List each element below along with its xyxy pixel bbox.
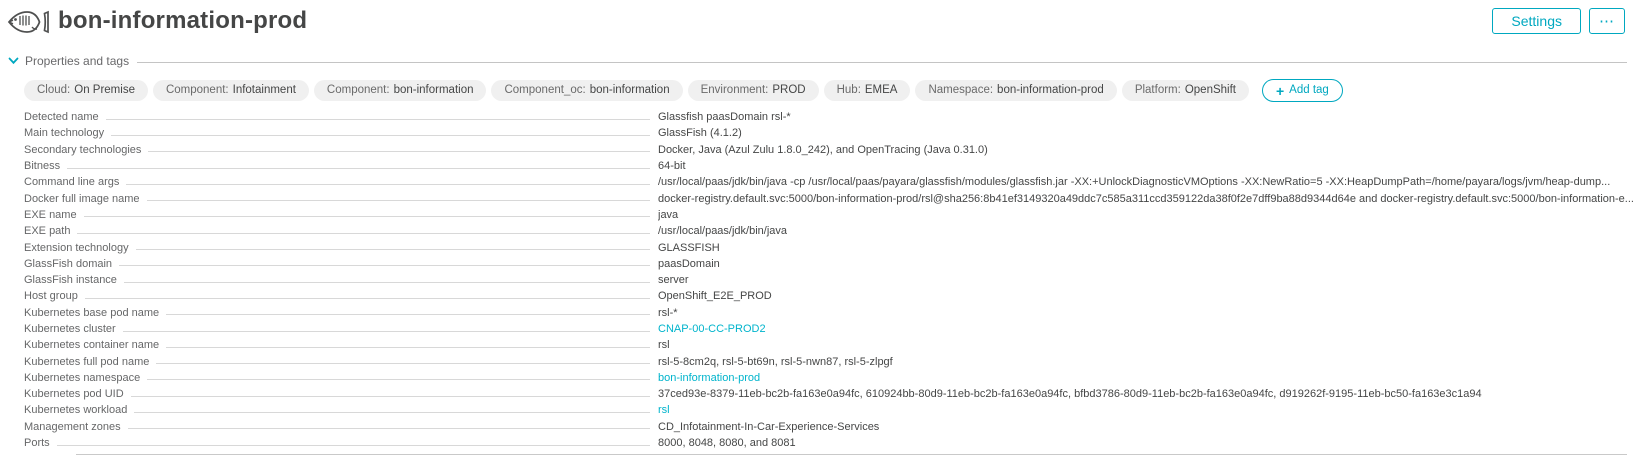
leader-line: [124, 282, 650, 283]
property-row: [24, 256, 1637, 272]
partial-row-leader-line: [76, 454, 1627, 455]
tag-value: OpenShift: [1184, 84, 1236, 96]
property-row: [24, 353, 1637, 369]
leader-line: [57, 445, 650, 446]
property-label: EXE name: [24, 208, 77, 221]
property-value: CD_Infotainment-In-Car-Experience-Services: [658, 420, 880, 433]
property-row: [24, 190, 1637, 206]
leader-line: [136, 249, 650, 250]
tag-key: Namespace:: [928, 84, 994, 96]
tag-key: Cloud:: [37, 84, 71, 96]
tag-namespace[interactable]: [915, 80, 1116, 101]
property-label: Command line args: [24, 176, 120, 189]
property-label: Kubernetes base pod name: [24, 306, 160, 319]
leader-line: [156, 363, 650, 364]
section-divider-line: [137, 62, 1627, 63]
tags-row: [24, 79, 1637, 102]
tag-hub[interactable]: [824, 80, 911, 101]
property-label: EXE path: [24, 225, 71, 238]
kubernetes-workload-link[interactable]: rsl: [658, 404, 670, 417]
property-row: [24, 288, 1637, 304]
leader-line: [147, 200, 650, 201]
property-label: Kubernetes pod UID: [24, 388, 124, 401]
leader-line: [148, 151, 650, 152]
leader-line: [166, 347, 650, 348]
header-actions: [1492, 8, 1625, 34]
property-value: rsl-*: [658, 306, 678, 319]
property-label: Docker full image name: [24, 192, 140, 205]
property-label: Kubernetes workload: [24, 404, 128, 417]
title-wrap: [6, 6, 307, 36]
property-value: paasDomain: [658, 257, 720, 270]
chevron-down-icon[interactable]: [8, 57, 19, 65]
property-row: [24, 386, 1637, 402]
property-value: docker-registry.default.svc:5000/bon-information-prod/rsl@sha256:8b41ef3149320a49ddc7c585a311ccd359122da38f0f2e7dff9ba88d9344d64e and docker-registry.default.svc:5000/bon-information-e...: [658, 192, 1634, 205]
property-row: [24, 305, 1637, 321]
leader-line: [106, 119, 650, 120]
property-row: [24, 321, 1637, 337]
page-title: bon-information-prod: [58, 7, 308, 34]
tag-cloud[interactable]: [24, 80, 148, 101]
property-label: Kubernetes full pod name: [24, 355, 150, 368]
glassfish-fish-icon: [6, 8, 50, 36]
property-label: Extension technology: [24, 241, 129, 254]
property-value: GlassFish (4.1.2): [658, 127, 742, 140]
property-row: [24, 142, 1637, 158]
leader-line: [119, 265, 650, 266]
tag-value: Infotainment: [232, 84, 296, 96]
properties-list: [0, 109, 1637, 455]
tag-value: EMEA: [864, 84, 898, 96]
tag-environment[interactable]: [688, 80, 819, 101]
property-value: /usr/local/paas/jdk/bin/java: [658, 225, 788, 238]
property-value: server: [658, 274, 689, 287]
tag-component-bon-information[interactable]: [314, 80, 487, 101]
property-label: Host group: [24, 290, 78, 303]
header: [0, 0, 1637, 46]
tag-value: bon-information: [589, 84, 670, 96]
tag-component-oc[interactable]: [491, 80, 682, 101]
property-label: Ports: [24, 437, 50, 450]
property-row: [24, 223, 1637, 239]
property-label: Main technology: [24, 127, 105, 140]
leader-line: [131, 396, 650, 397]
tag-key: Component:: [165, 84, 229, 96]
tag-key: Platform:: [1134, 84, 1181, 96]
tag-key: Hub:: [836, 84, 861, 96]
tag-value: bon-information: [393, 84, 474, 96]
property-row: [24, 337, 1637, 353]
more-actions-button[interactable]: ⋯: [1589, 8, 1625, 34]
property-label: Bitness: [24, 160, 61, 173]
tag-value: PROD: [772, 84, 806, 96]
leader-line: [166, 314, 650, 315]
leader-line: [111, 135, 650, 136]
property-value: rsl: [658, 339, 670, 352]
tag-platform[interactable]: [1122, 80, 1249, 101]
add-tag-button[interactable]: [1262, 79, 1343, 102]
property-row: [24, 272, 1637, 288]
leader-line: [134, 412, 650, 413]
property-row: [24, 158, 1637, 174]
property-value: OpenShift_E2E_PROD: [658, 290, 772, 303]
property-row: [24, 174, 1637, 190]
tag-key: Component:: [326, 84, 390, 96]
property-value: GLASSFISH: [658, 241, 720, 254]
tag-key: Component_oc:: [504, 84, 586, 96]
leader-line: [123, 331, 650, 332]
leader-line: [77, 233, 650, 234]
property-row: [24, 402, 1637, 418]
properties-and-tags-section-header[interactable]: [8, 54, 1627, 68]
property-row: [24, 207, 1637, 223]
section-title: Properties and tags: [25, 54, 130, 68]
tag-key: Environment:: [700, 84, 769, 96]
property-row: [24, 125, 1637, 141]
leader-line: [147, 379, 650, 380]
leader-line: [128, 428, 650, 429]
tag-value: bon-information-prod: [997, 84, 1104, 96]
tag-value: On Premise: [74, 84, 135, 96]
property-row: [24, 419, 1637, 435]
property-value: Glassfish paasDomain rsl-*: [658, 111, 791, 124]
leader-line: [67, 168, 650, 169]
property-row: [24, 239, 1637, 255]
property-label: GlassFish domain: [24, 257, 113, 270]
property-value: /usr/local/paas/jdk/bin/java -cp /usr/local/paas/payara/glassfish/modules/glassfish.jar -XX:+UnlockDiagnosticVMOptions -XX:NewRatio=5 -XX:HeapDumpPath=/home/payara/logs/jvm/heap-dump...: [658, 176, 1611, 189]
leader-line: [126, 184, 650, 185]
property-label: Management zones: [24, 420, 121, 433]
property-row: [24, 109, 1637, 125]
property-label: Secondary technologies: [24, 143, 142, 156]
property-row: [24, 370, 1637, 386]
add-tag-label: Add tag: [1289, 84, 1329, 96]
property-value: java: [658, 208, 679, 221]
property-value: 64-bit: [658, 160, 686, 173]
property-label: Kubernetes container name: [24, 339, 160, 352]
kubernetes-cluster-link[interactable]: CNAP-00-CC-PROD2: [658, 323, 766, 335]
tag-component-infotainment[interactable]: [153, 80, 309, 101]
leader-line: [85, 298, 650, 299]
property-label: Kubernetes namespace: [24, 371, 141, 384]
property-value: rsl-5-8cm2q, rsl-5-bt69n, rsl-5-nwn87, rsl-5-zlpgf: [658, 355, 893, 368]
property-label: Kubernetes cluster: [24, 323, 116, 335]
property-label: GlassFish instance: [24, 274, 117, 287]
property-row: [24, 435, 1637, 451]
property-value: 37ced93e-8379-11eb-bc2b-fa163e0a94fc, 610924bb-80d9-11eb-bc2b-fa163e0a94fc, bfbd3786-80d9-11eb-bc2b-fa163e0a94fc, d919262f-9195-11eb-bc50-fa163e3c1a94: [658, 388, 1482, 401]
property-value: Docker, Java (Azul Zulu 1.8.0_242), and OpenTracing (Java 0.31.0): [658, 143, 988, 156]
leader-line: [84, 216, 650, 217]
plus-icon: +: [1275, 82, 1285, 99]
settings-button[interactable]: Settings: [1492, 8, 1581, 34]
kubernetes-namespace-link[interactable]: bon-information-prod: [658, 371, 761, 384]
property-value: 8000, 8048, 8080, and 8081: [658, 437, 796, 450]
property-label: Detected name: [24, 111, 99, 124]
